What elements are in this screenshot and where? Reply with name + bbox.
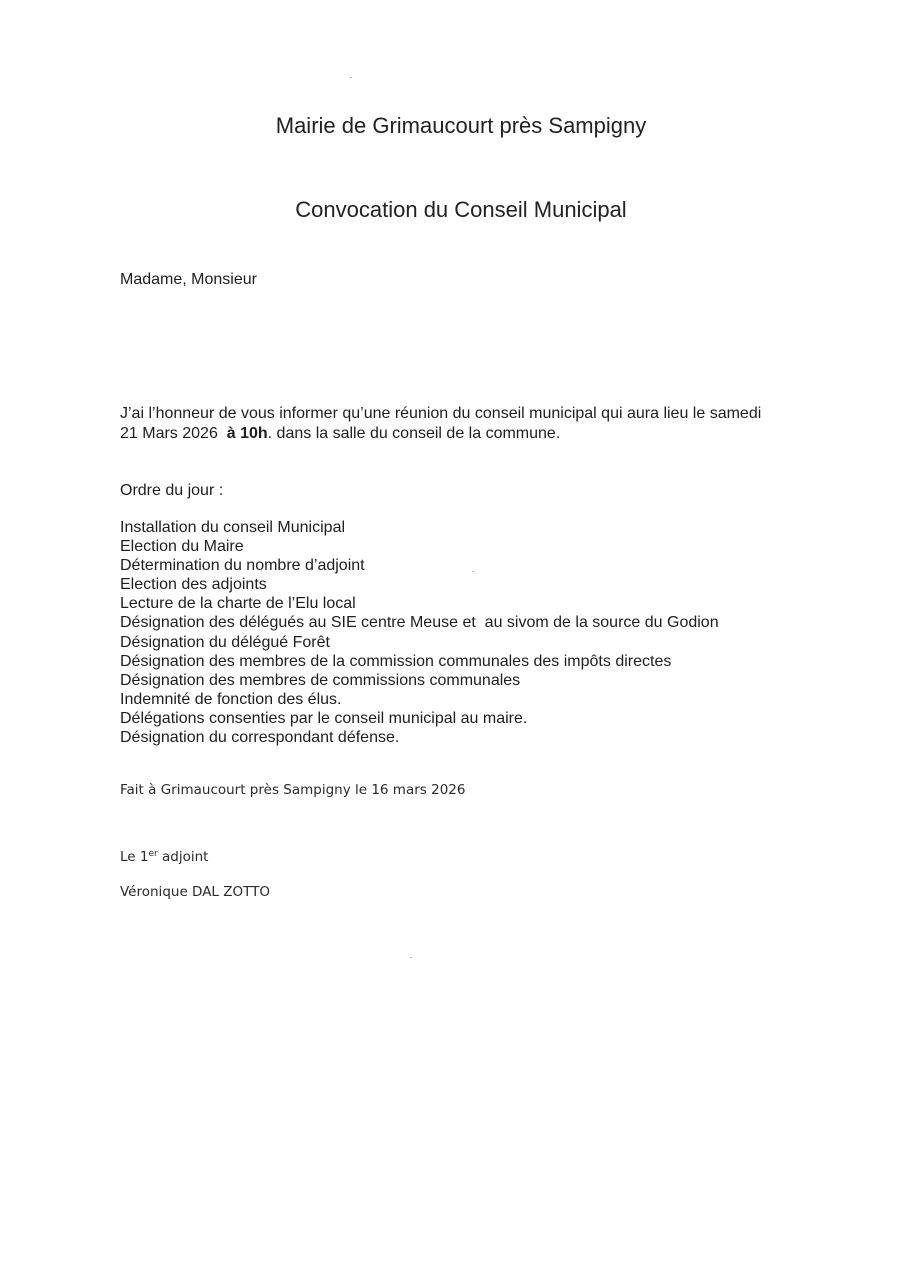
agenda-item: Désignation des membres de commissions communales <box>120 671 521 689</box>
intro-paragraph <box>120 404 761 444</box>
agenda-item: Désignation des délégués au SIE centre Meuse et au sivom de la source du Godion <box>120 614 719 632</box>
scan-speck <box>410 957 412 958</box>
signer-role <box>120 849 208 865</box>
meeting-time: à 10h <box>226 425 268 442</box>
agenda-item: Désignation des membres de la commission communales des impôts directes <box>120 652 672 670</box>
signer-role-suffix: adjoint <box>157 849 209 865</box>
agenda-item: Election du Maire <box>120 538 244 556</box>
agenda-item: Lecture de la charte de l’Elu local <box>120 595 356 613</box>
agenda-item: Installation du conseil Municipal <box>120 519 346 536</box>
agenda-list <box>120 518 719 747</box>
document-title: Convocation du Conseil Municipal <box>295 197 627 222</box>
meeting-date: 21 Mars 2026 <box>120 425 218 442</box>
signer-role-ordinal: er <box>148 849 158 859</box>
meeting-location: . dans la salle du conseil de la commune. <box>267 425 561 442</box>
agenda-item: Délégations consenties par le conseil municipal au maire. <box>120 709 528 727</box>
signer-role-prefix: Le 1 <box>120 849 149 865</box>
scan-speck <box>350 77 352 78</box>
intro-line-1: J’ai l’honneur de vous informer qu’une réunion du conseil municipal qui aura lieu le samedi <box>120 405 762 422</box>
agenda-item: Détermination du nombre d’adjoint <box>120 557 365 575</box>
agenda-item: Désignation du délégué Forêt <box>120 633 330 651</box>
agenda-item: Désignation du correspondant défense. <box>120 729 400 747</box>
signed-place-date: Fait à Grimaucourt près Sampigny le 16 mars 2026 <box>120 782 466 798</box>
agenda-heading: Ordre du jour : <box>120 482 224 499</box>
organization-title: Mairie de Grimaucourt près Sampigny <box>275 113 647 138</box>
agenda-item: Indemnité de fonction des élus. <box>120 690 342 708</box>
signer-name: Véronique DAL ZOTTO <box>120 884 270 900</box>
salutation: Madame, Monsieur <box>120 271 257 288</box>
agenda-item: Election des adjoints <box>120 576 267 594</box>
